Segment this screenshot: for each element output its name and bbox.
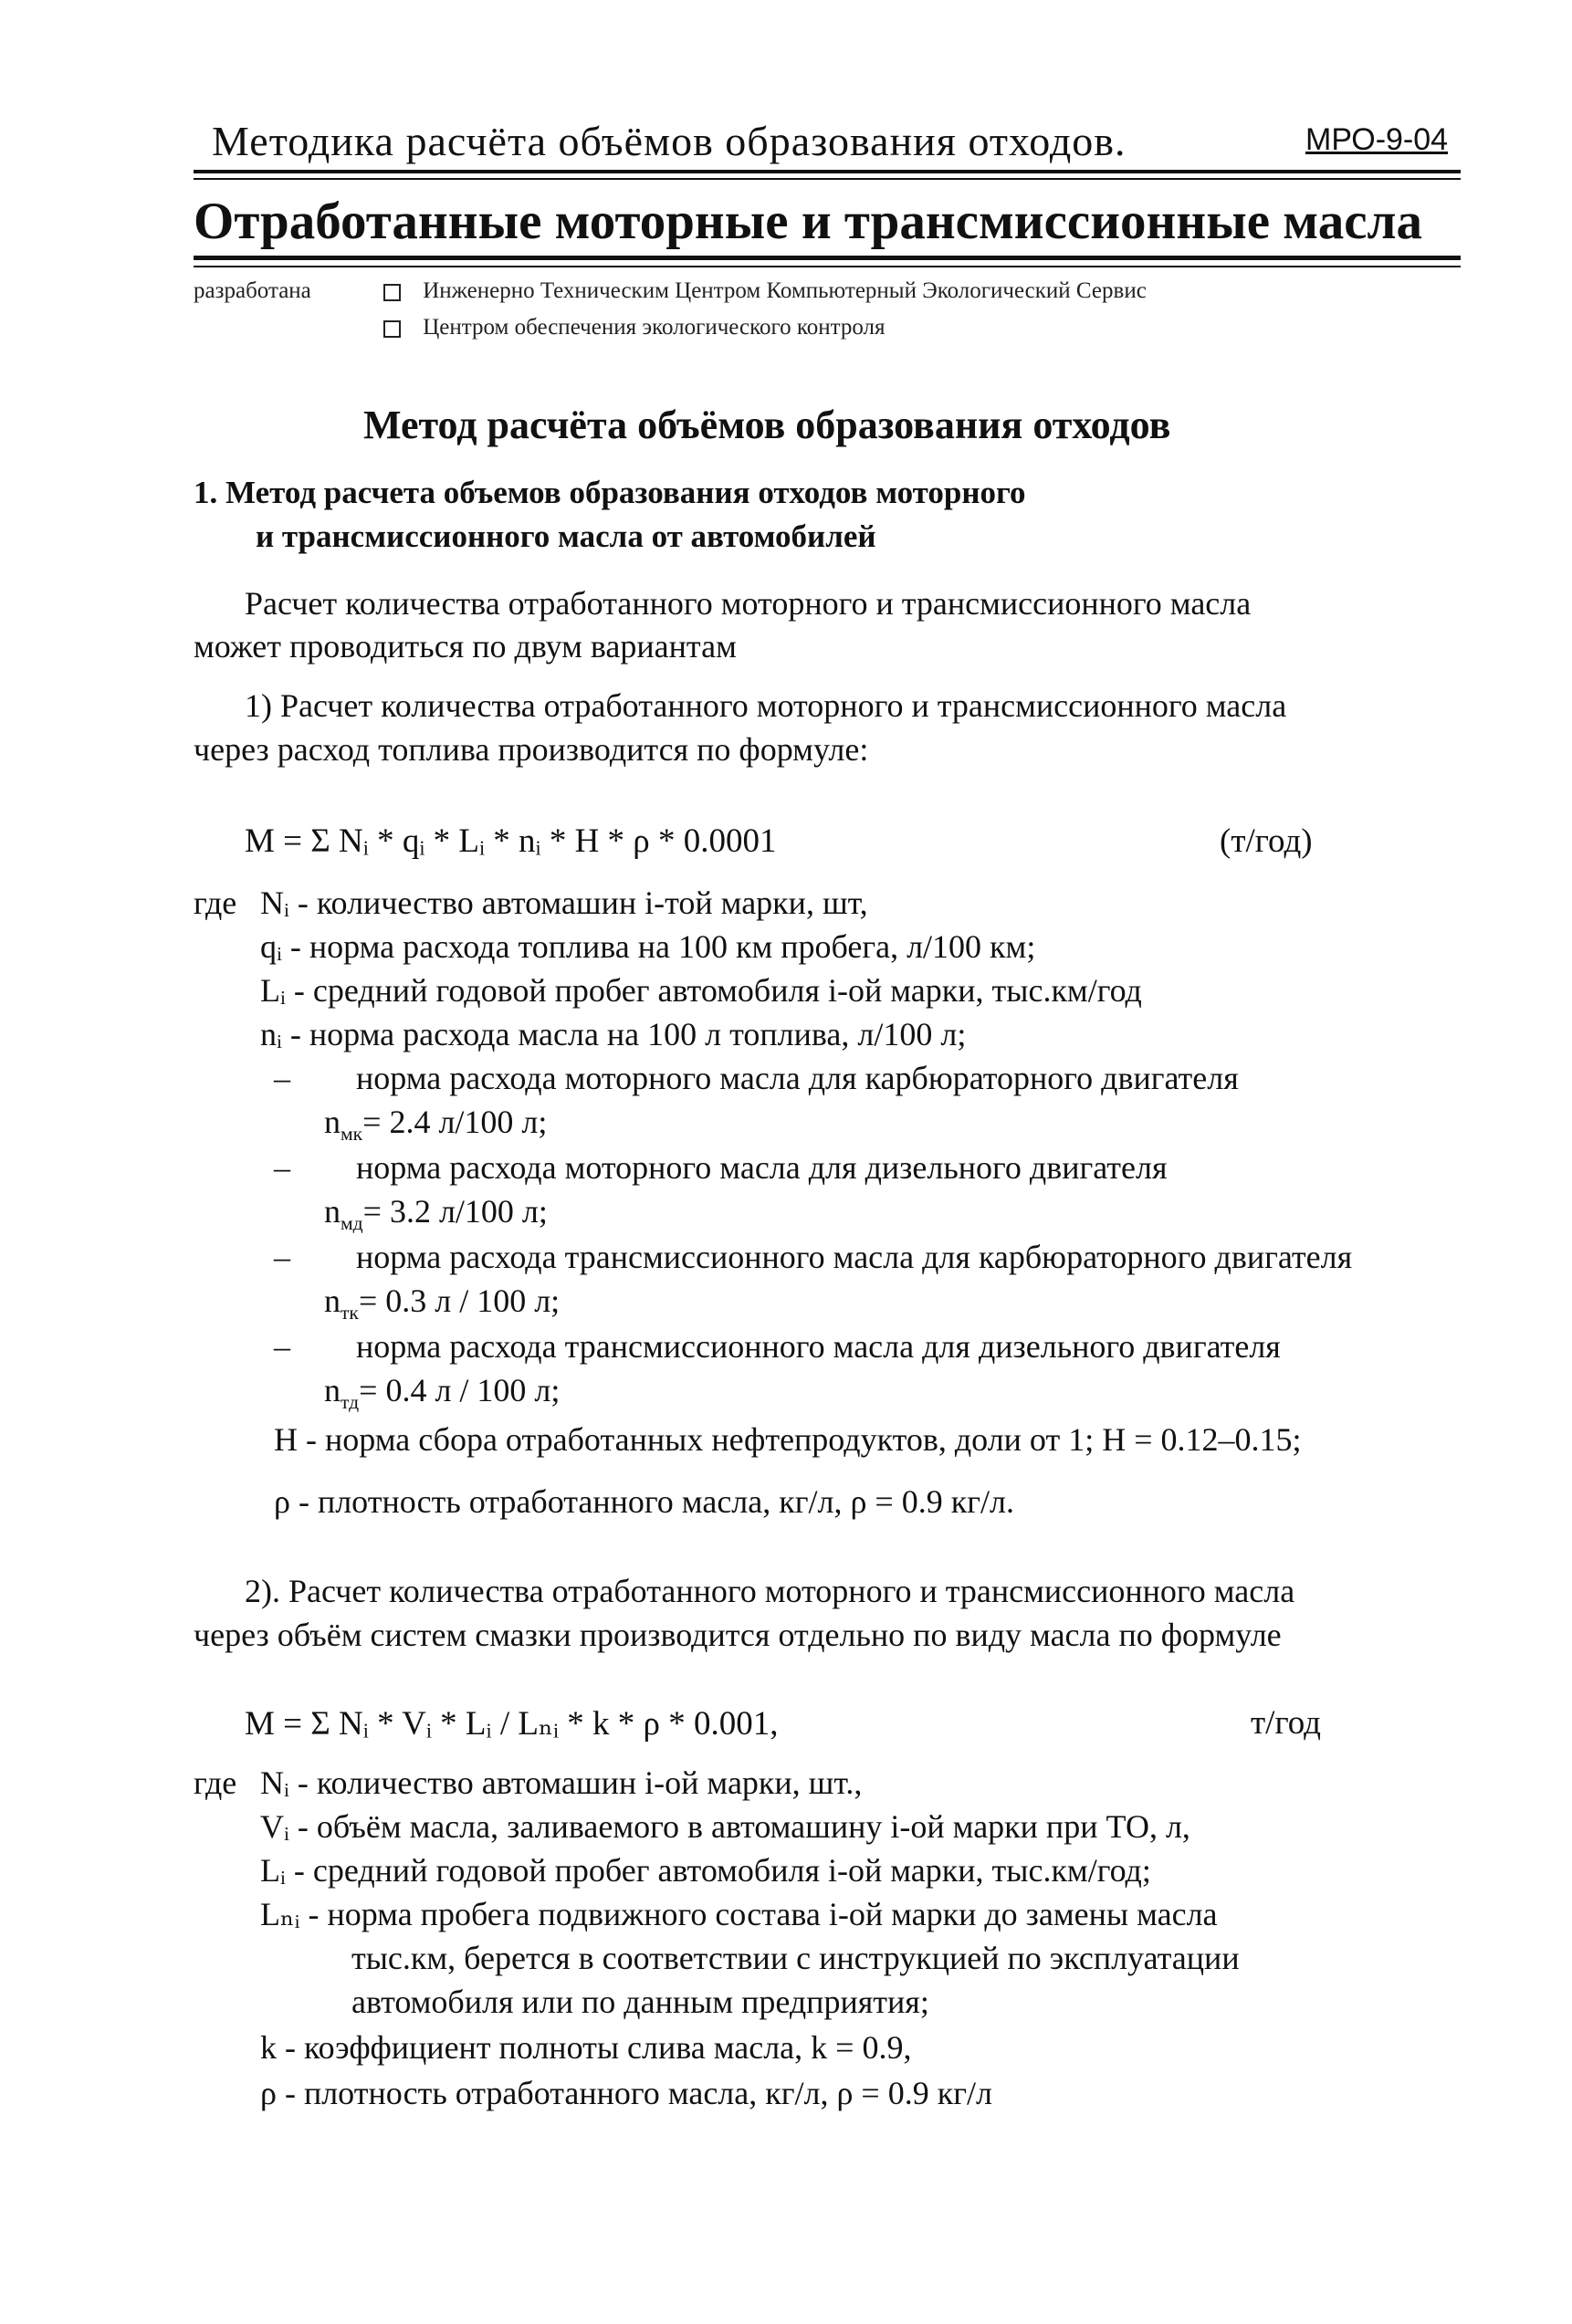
where-label-1: где (194, 885, 237, 921)
norm-text: норма расхода моторного масла для дизельного двигателя (356, 1149, 1168, 1186)
checkbox-icon (383, 320, 401, 338)
developer-item-2 (383, 315, 886, 340)
definition: автомобиля или по данным предприятия; (351, 1984, 929, 2020)
definition: k - коэффициент полноты слива масла, k = 0.9, (260, 2029, 912, 2066)
norm-dash: – (274, 1060, 290, 1096)
header-title: Методика расчёта объёмов образования отходов. (212, 118, 1127, 164)
definition: Lₙᵢ - норма пробега подвижного состава i-ой марки до замены масла (260, 1896, 1218, 1932)
header-rule-top (194, 170, 1461, 173)
formula-1: M = Σ Nᵢ * qᵢ * Lᵢ * nᵢ * H * ρ * 0.0001 (245, 822, 777, 860)
norm-text: норма расхода трансмиссионного масла для дизельного двигателя (356, 1328, 1281, 1365)
variant1-line2: через расход топлива производится по формуле: (194, 731, 869, 768)
definition: ρ - плотность отработанного масла, кг/л, ρ = 0.9 кг/л (260, 2075, 992, 2111)
section-title: Метод расчёта объёмов образования отходов (363, 403, 1171, 447)
definition: тыс.км, берется в соответствии с инструкцией по эксплуатации (351, 1940, 1240, 1976)
header-rule-bottom (194, 178, 1461, 180)
norm-dash: – (274, 1149, 290, 1186)
definition: Vᵢ - объём масла, заливаемого в автомашину i-ой марки при ТО, л, (260, 1808, 1190, 1845)
h-definition: H - норма сбора отработанных нефтепродуктов, доли от 1; H = 0.12–0.15; (274, 1421, 1302, 1458)
developer-org-2: Центром обеспечения экологического контроля (423, 315, 886, 340)
where-label-2: где (194, 1764, 237, 1801)
norm-dash: – (274, 1328, 290, 1365)
main-title: Отработанные моторные и трансмиссионные масла (194, 193, 1423, 250)
intro-line2: может проводиться по двум вариантам (194, 628, 737, 665)
developed-label: разработана (194, 278, 311, 303)
norm-text: норма расхода трансмиссионного масла для карбюраторного двигателя (356, 1239, 1353, 1275)
definition: qᵢ - норма расхода топлива на 100 км пробега, л/100 км; (260, 928, 1036, 965)
subsection-title-line1: 1. Метод расчета объемов образования отходов моторного (194, 475, 1026, 510)
variant2-line1: 2). Расчет количества отработанного моторного и трансмиссионного масла (245, 1573, 1295, 1609)
norm-text: норма расхода моторного масла для карбюраторного двигателя (356, 1060, 1239, 1096)
developer-item-1 (383, 278, 1147, 304)
definition: nᵢ - норма расхода масла на 100 л топлива, л/100 л; (260, 1016, 967, 1052)
variant2-line2: через объём систем смазки производится отдельно по виду масла по формуле (194, 1617, 1282, 1653)
checkbox-icon (383, 284, 401, 301)
norm-value: $n_{мк}= 2.4$ л/100 л; (324, 1104, 548, 1146)
developer-org-1: Инженерно Техническим Центром Компьютерный Экологический Сервис (423, 278, 1147, 303)
rho-definition: ρ - плотность отработанного масла, кг/л, ρ = 0.9 кг/л. (274, 1483, 1014, 1520)
formula-2: M = Σ Nᵢ * Vᵢ * Lᵢ / Lₙᵢ * k * ρ * 0.001, (245, 1705, 779, 1743)
norm-value: $n_{мд}= 3.2$ л/100 л; (324, 1193, 548, 1235)
formula-2-unit: т/год (1251, 1704, 1321, 1742)
definition: Nᵢ - количество автомашин i-ой марки, шт., (260, 1764, 863, 1801)
title-rule-top (194, 256, 1461, 260)
definition: Lᵢ - средний годовой пробег автомобиля i-ой марки, тыс.км/год (260, 972, 1142, 1009)
subsection-title-line2: и трансмиссионного масла от автомобилей (256, 518, 876, 554)
formula-1-unit: (т/год) (1220, 822, 1313, 860)
title-rule-bottom (194, 266, 1461, 267)
norm-value: $n_{тк}= 0.3$ л / 100 л; (324, 1282, 561, 1324)
variant1-line1: 1) Расчет количества отработанного моторного и трансмиссионного масла (245, 687, 1287, 724)
intro-line1: Расчет количества отработанного моторного и трансмиссионного масла (245, 585, 1252, 622)
norm-value: $n_{тд}= 0.4$ л / 100 л; (324, 1372, 561, 1414)
document-code: МРО-9-04 (1305, 122, 1449, 157)
definition: Lᵢ - средний годовой пробег автомобиля i-ой марки, тыс.км/год; (260, 1852, 1151, 1889)
definition: Nᵢ - количество автомашин i-той марки, шт, (260, 885, 868, 921)
norm-dash: – (274, 1239, 290, 1275)
